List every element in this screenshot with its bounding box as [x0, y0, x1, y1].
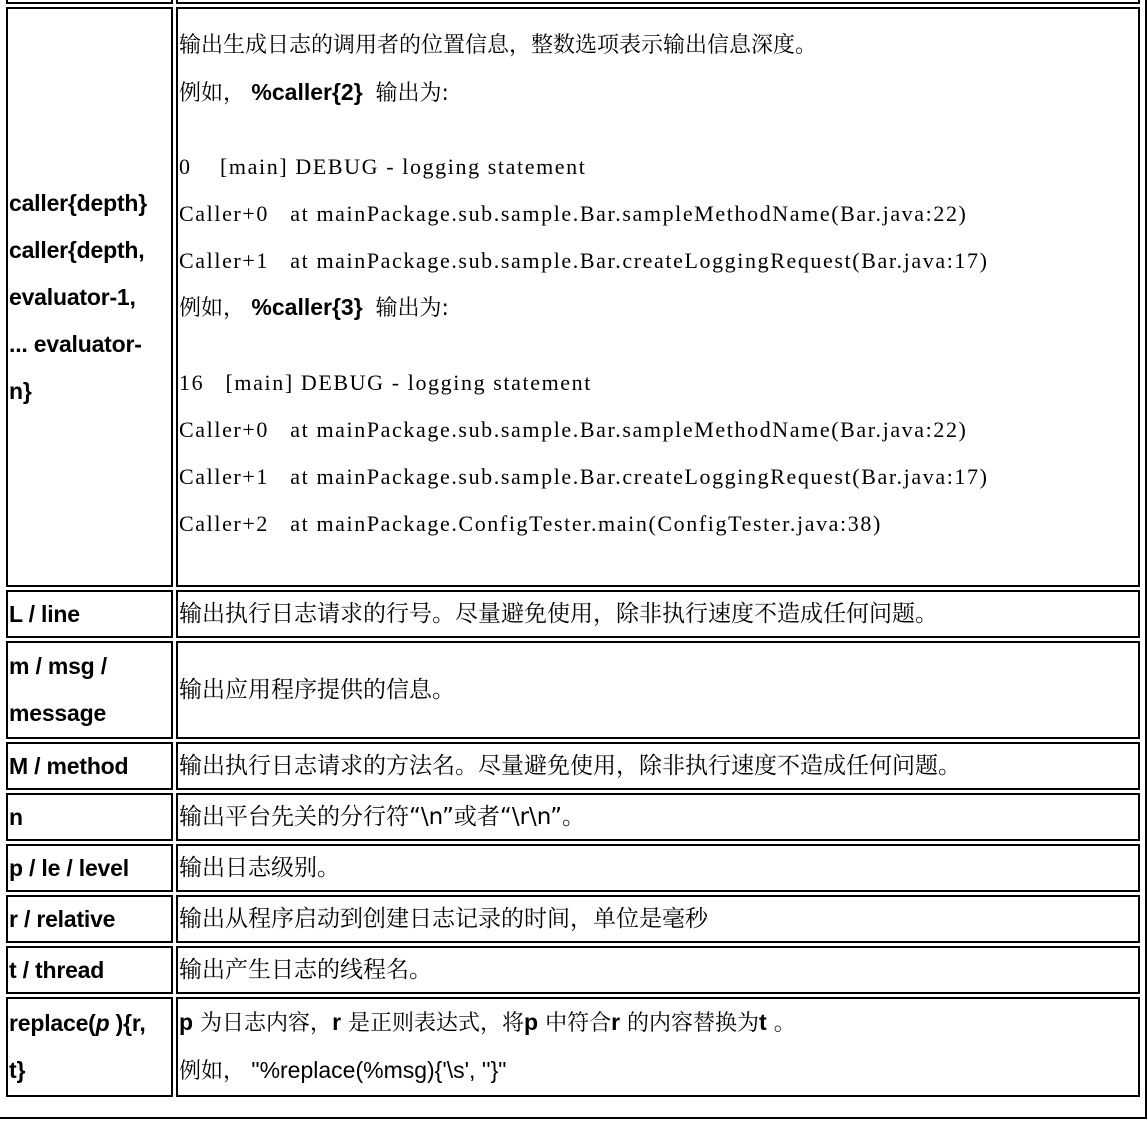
example-output-line: Caller+0 at mainPackage.sub.sample.Bar.sampleMethodName(Bar.java:22)	[179, 416, 968, 442]
table-row-replace	[6, 997, 1140, 1097]
table-row-newline	[6, 793, 1140, 841]
spacer	[179, 332, 1138, 359]
key-text: ... evaluator-	[9, 330, 142, 357]
key-text: caller{depth}	[9, 189, 148, 216]
key-cell: r / relative	[6, 895, 173, 943]
key-text: n}	[9, 377, 32, 404]
replace-desc-line1	[179, 999, 1138, 1047]
key-text-post: ){r,	[109, 1010, 146, 1036]
example-suffix: 输出为:	[375, 80, 449, 106]
key-text: message	[9, 700, 107, 726]
desc-cell: 输出执行日志请求的方法名。尽量避免使用，除非执行速度不造成任何问题。	[176, 742, 1140, 790]
example-heading-2	[179, 284, 1138, 332]
desc-token: 的内容替换为	[620, 1011, 760, 1036]
example-prefix: 例如，	[179, 80, 246, 106]
previous-desc-cell	[176, 0, 1140, 4]
example-output-line: Caller+2 at mainPackage.ConfigTester.main(ConfigTester.java:38)	[179, 510, 882, 536]
key-cell	[6, 641, 173, 739]
previous-row-tail	[6, 0, 1140, 4]
example-output-line: Caller+1 at mainPackage.sub.sample.Bar.createLoggingRequest(Bar.java:17)	[179, 247, 989, 273]
key-cell-caller	[6, 7, 173, 587]
table-row-caller	[6, 7, 1140, 587]
desc-cell: 输出日志级别。	[176, 844, 1140, 892]
example-heading-1	[179, 69, 1138, 117]
example-output-line: 16 [main] DEBUG - logging statement	[179, 369, 592, 395]
desc-token: 是正则表达式，将	[341, 1011, 525, 1036]
desc-token: p	[179, 1009, 194, 1035]
table-row-relative	[6, 895, 1140, 943]
desc-token: t	[759, 1009, 767, 1035]
desc-token: 为日志内容，	[193, 1011, 333, 1036]
key-cell: p / le / level	[6, 844, 173, 892]
spacer	[179, 547, 1138, 573]
table-row-line	[6, 590, 1140, 638]
key-cell: t / thread	[6, 946, 173, 994]
table-row-message	[6, 641, 1140, 739]
example-suffix: 输出为:	[375, 295, 449, 321]
key-cell: n	[6, 793, 173, 841]
desc-cell-replace	[176, 997, 1140, 1097]
table-row-method	[6, 742, 1140, 790]
key-text-italic: p	[95, 1010, 110, 1036]
key-text-pre: replace(	[9, 1010, 96, 1036]
conversion-word-table	[3, 0, 1143, 1100]
desc-token: 中符合	[538, 1011, 612, 1036]
desc-cell: 输出执行日志请求的行号。尽量避免使用，除非执行速度不造成任何问题。	[176, 590, 1140, 638]
key-cell: L / line	[6, 590, 173, 638]
example-output-line: 0 [main] DEBUG - logging statement	[179, 153, 587, 179]
desc-cell: 输出平台先关的分行符“\n”或者“\r\n”。	[176, 793, 1140, 841]
key-text	[9, 1000, 171, 1047]
desc-token: p	[524, 1009, 539, 1035]
key-text: t}	[9, 1057, 26, 1083]
desc-cell: 输出应用程序提供的信息。	[176, 641, 1140, 739]
replace-desc-line2	[179, 1047, 1138, 1095]
spacer	[179, 117, 1138, 143]
example-code: %caller{2}	[251, 78, 363, 105]
desc-cell: 输出产生日志的线程名。	[176, 946, 1140, 994]
key-text: m / msg /	[9, 653, 107, 679]
table-row-thread	[6, 946, 1140, 994]
example-code: %caller{3}	[251, 293, 363, 320]
key-text: caller{depth,	[9, 236, 145, 263]
desc-token: r	[611, 1009, 621, 1035]
key-cell: M / method	[6, 742, 173, 790]
example-code: "%replace(%msg){'\s', ''}"	[251, 1057, 507, 1083]
example-output-line: Caller+0 at mainPackage.sub.sample.Bar.sampleMethodName(Bar.java:22)	[179, 200, 968, 226]
table-row-level	[6, 844, 1140, 892]
key-text: evaluator-1,	[9, 283, 136, 310]
desc-cell-caller	[176, 7, 1140, 587]
example-prefix: 例如，	[179, 1059, 246, 1084]
previous-key-cell	[6, 0, 173, 4]
example-output-line: Caller+1 at mainPackage.sub.sample.Bar.createLoggingRequest(Bar.java:17)	[179, 463, 989, 489]
desc-token: r	[332, 1009, 342, 1035]
desc-cell: 输出从程序启动到创建日志记录的时间，单位是毫秒	[176, 895, 1140, 943]
desc-intro: 输出生成日志的调用者的位置信息，整数选项表示输出信息深度。	[179, 32, 818, 58]
example-prefix: 例如，	[179, 295, 246, 321]
key-cell-replace	[6, 997, 173, 1097]
desc-token: 。	[766, 1011, 796, 1036]
